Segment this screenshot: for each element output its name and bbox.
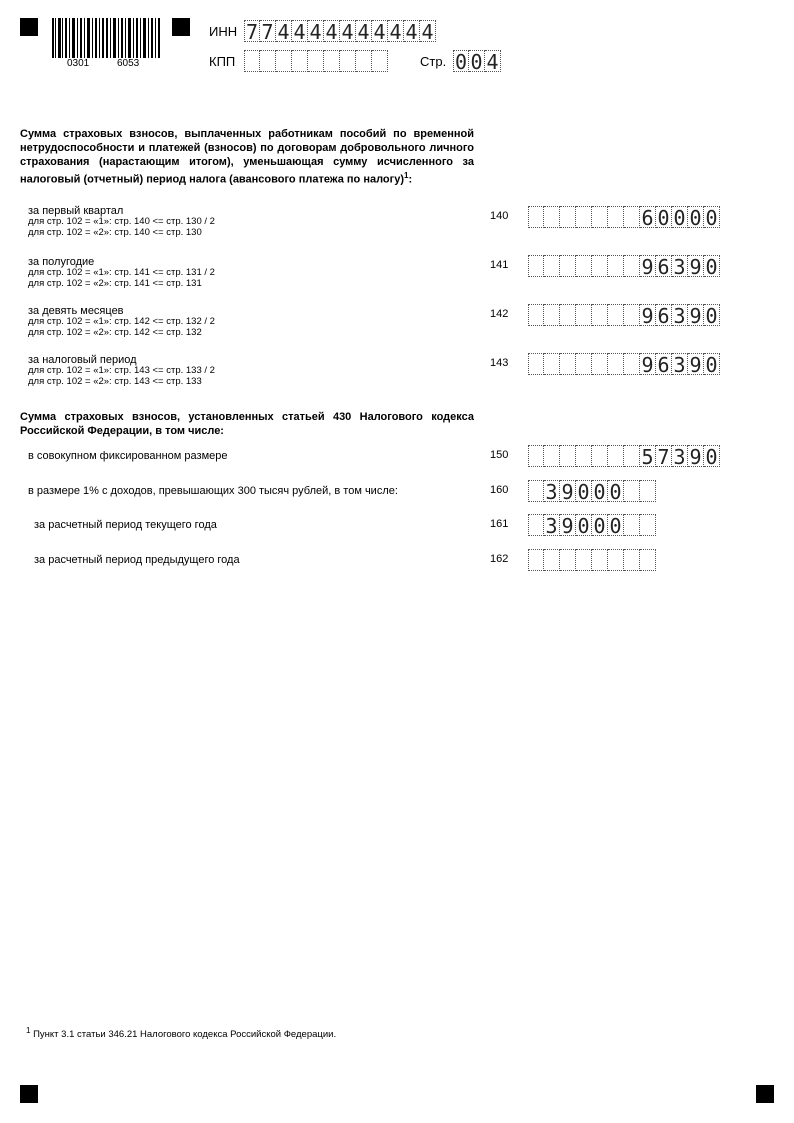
row-143-value-field-cell[interactable] [544,353,560,375]
row-162-value-field-cell[interactable] [608,549,624,571]
row-142-value-field-cell[interactable] [592,304,608,326]
row-142-code: 142 [490,308,509,320]
footnote [26,1026,336,1040]
row-143-value-field-cell[interactable]: 6 [656,353,672,375]
row-143-condition-1: для стр. 102 = «1»: стр. 143 <= стр. 133 / 2 [28,365,215,376]
section1-title-text: Сумма страховых взносов, выплаченных работникам пособий по временной нетрудоспособности и платежей (взносов) по договорам добровольного личного страхования (нарастающим итогом), уменьшающая сумму исчисленного за налоговый (отчетный) период налога (авансового платежа по налогу) [20,128,474,186]
row-150-value-field-cell[interactable]: 3 [672,445,688,467]
kpp-field-cell[interactable] [340,50,356,72]
row-140-code: 140 [490,210,509,222]
row-162-value-field-cell[interactable] [576,549,592,571]
inn-field-cell[interactable]: 4 [308,20,324,42]
row-150-value-field-cell[interactable] [544,445,560,467]
row-143-value-field-cell[interactable] [576,353,592,375]
row-140-value-field-cell[interactable]: 0 [688,206,704,228]
inn-field[interactable] [244,20,436,42]
row-142-value-field-cell[interactable]: 0 [704,304,720,326]
row-140-value-field-cell[interactable]: 0 [672,206,688,228]
row-142-value-field-cell[interactable]: 3 [672,304,688,326]
page-number-field-cell[interactable]: 0 [454,50,468,74]
section1-title-colon: : [408,173,413,186]
row-141-code: 141 [490,259,509,271]
row-162-value-field-cell[interactable] [544,549,560,571]
row-141-value-field-cell[interactable] [576,255,592,277]
row-140-value-field-cell[interactable] [624,206,640,228]
row-160-value-field-cell[interactable] [640,480,656,502]
row-141-value-field-cell[interactable] [544,255,560,277]
row-143-value-field-cell[interactable] [560,353,576,375]
row-140-label-block [28,205,215,238]
inn-field-cell[interactable]: 4 [404,20,420,42]
inn-field-cell[interactable]: 4 [292,20,308,42]
barcode-number-right: 6053 [117,58,140,69]
row-162-code: 162 [490,553,509,565]
row-143-value-field-cell[interactable] [592,353,608,375]
row-160-code: 160 [490,484,509,496]
row-141-label: за полугодие [28,256,95,268]
row-162-value-field-cell[interactable] [528,549,544,571]
row-160-value-field-cell[interactable] [528,480,544,502]
row-150-value-field-cell[interactable] [624,445,640,467]
row-160-label: в размере 1% с доходов, превышающих 300 тысяч рублей, в том числе: [28,485,398,497]
kpp-field-cell[interactable] [244,50,260,72]
row-162-value-field[interactable] [528,549,656,571]
row-140-value-field-cell[interactable] [576,206,592,228]
inn-label: ИНН [209,24,238,39]
row-161-value-field-cell[interactable]: 0 [592,514,608,536]
page-number-field[interactable] [453,50,501,72]
row-140-value-field[interactable] [528,206,720,228]
row-142-value-field-cell[interactable]: 9 [640,304,656,326]
row-141-value-field-cell[interactable] [528,255,544,277]
row-162-value-field-cell[interactable] [640,549,656,571]
row-150-value-field[interactable] [528,445,720,467]
row-142-value-field-cell[interactable] [576,304,592,326]
row-141-value-field-cell[interactable]: 3 [672,255,688,277]
row-140-condition-1: для стр. 102 = «1»: стр. 140 <= стр. 130 / 2 [28,216,215,227]
row-160-value-field-cell[interactable]: 0 [592,480,608,502]
row-142-value-field-cell[interactable] [560,304,576,326]
row-142-value-field-cell[interactable] [624,304,640,326]
kpp-field-cell[interactable] [324,50,340,72]
row-143-value-field-cell[interactable] [608,353,624,375]
inn-field-cell[interactable]: 4 [388,20,404,42]
row-150-value-field-cell[interactable]: 9 [688,445,704,467]
row-150-label: в совокупном фиксированном размере [28,450,228,462]
row-141-value-field-cell[interactable]: 9 [640,255,656,277]
row-143-value-field-cell[interactable]: 0 [704,353,720,375]
row-142-label: за девять месяцев [28,305,124,317]
row-150-code: 150 [490,449,509,461]
row-160-value-field-cell[interactable]: 3 [544,480,560,502]
row-161-value-field-cell[interactable]: 0 [576,514,592,536]
row-160-value-field[interactable] [528,480,656,502]
row-161-value-field-cell[interactable]: 9 [560,514,576,536]
row-160-value-field-cell[interactable]: 0 [608,480,624,502]
inn-field-cell[interactable]: 4 [340,20,356,42]
row-140-value-field-cell[interactable] [528,206,544,228]
page-number-field-cell[interactable]: 0 [469,50,485,72]
inn-field-cell[interactable]: 7 [245,20,259,44]
row-143-value-field-cell[interactable]: 9 [640,353,656,375]
row-141-value-field-cell[interactable]: 9 [688,255,704,277]
row-143-value-field-cell[interactable]: 3 [672,353,688,375]
section2-title: Сумма страховых взносов, установленных статьей 430 Налогового кодекса Российской Федерации, в том числе: [20,411,474,437]
row-161-code: 161 [490,518,509,530]
row-160-value-field-cell[interactable]: 0 [576,480,592,502]
kpp-label: КПП [209,54,236,69]
row-160-value-field-cell[interactable]: 9 [560,480,576,502]
row-141-value-field-cell[interactable] [624,255,640,277]
row-142-value-field-cell[interactable] [528,304,544,326]
row-141-condition-1: для стр. 102 = «1»: стр. 141 <= стр. 131 / 2 [28,267,215,278]
row-142-value-field-cell[interactable]: 6 [656,304,672,326]
row-161-value-field[interactable] [528,514,656,536]
row-141-value-field-cell[interactable] [560,255,576,277]
row-142-value-field-cell[interactable]: 9 [688,304,704,326]
row-162-value-field-cell[interactable] [624,549,640,571]
row-161-value-field-cell[interactable]: 0 [608,514,624,536]
inn-field-cell[interactable]: 4 [356,20,372,42]
row-141-value-field[interactable] [528,255,720,277]
page-number-field-cell[interactable]: 4 [485,50,501,72]
row-140-value-field-cell[interactable] [592,206,608,228]
row-140-value-field-cell[interactable] [608,206,624,228]
row-143-value-field-cell[interactable]: 9 [688,353,704,375]
row-142-value-field[interactable] [528,304,720,326]
inn-field-cell[interactable]: 4 [324,20,340,42]
row-150-value-field-cell[interactable] [560,445,576,467]
row-140-value-field-cell[interactable]: 0 [656,206,672,228]
section1-title [20,127,474,187]
kpp-field-cell[interactable] [276,50,292,72]
kpp-field-cell[interactable] [260,50,276,72]
kpp-field-cell[interactable] [292,50,308,72]
row-143-value-field[interactable] [528,353,720,375]
row-142-value-field-cell[interactable] [544,304,560,326]
row-162-value-field-cell[interactable] [560,549,576,571]
inn-field-cell[interactable]: 4 [276,20,292,42]
row-161-label: за расчетный период текущего года [34,519,217,531]
corner-marker-bottom-right [756,1085,774,1103]
row-143-value-field-cell[interactable] [624,353,640,375]
row-140-value-field-cell[interactable]: 6 [640,206,656,228]
row-140-label: за первый квартал [28,205,124,217]
row-140-value-field-cell[interactable]: 0 [704,206,720,228]
row-140-value-field-cell[interactable] [544,206,560,228]
footnote-marker: 1 [26,1026,31,1035]
inn-field-cell[interactable]: 4 [372,20,388,42]
row-161-value-field-cell[interactable] [624,514,640,536]
row-150-value-field-cell[interactable] [528,445,544,467]
row-161-value-field-cell[interactable]: 3 [544,514,560,536]
corner-marker-top-right [172,18,190,36]
row-162-label: за расчетный период предыдущего года [34,554,240,566]
barcode-image [52,18,160,58]
corner-marker-bottom-left [20,1085,38,1103]
row-142-value-field-cell[interactable] [608,304,624,326]
inn-field-cell[interactable]: 4 [420,20,436,42]
row-142-condition-2: для стр. 102 = «2»: стр. 142 <= стр. 132 [28,326,202,338]
row-150-value-field-cell[interactable] [608,445,624,467]
row-143-value-field-cell[interactable] [528,353,544,375]
row-142-label-block [28,305,215,338]
kpp-field-cell[interactable] [372,50,388,72]
row-140-condition-2: для стр. 102 = «2»: стр. 140 <= стр. 130 [28,226,202,238]
row-142-condition-1: для стр. 102 = «1»: стр. 142 <= стр. 132 / 2 [28,316,215,327]
section1-title-footnote-ref: 1 [404,171,409,180]
footnote-text: Пункт 3.1 статьи 346.21 Налогового кодекса Российской Федерации. [33,1029,337,1041]
row-150-value-field-cell[interactable]: 5 [640,445,656,467]
barcode-number-left: 0301 [67,58,90,69]
row-141-value-field-cell[interactable]: 0 [704,255,720,277]
row-141-label-block [28,256,215,289]
row-160-value-field-cell[interactable] [624,480,640,502]
row-141-value-field-cell[interactable] [592,255,608,277]
row-143-label: за налоговый период [28,354,137,366]
row-143-code: 143 [490,357,509,369]
row-161-value-field-cell[interactable] [640,514,656,536]
row-162-value-field-cell[interactable] [592,549,608,571]
row-141-value-field-cell[interactable]: 6 [656,255,672,277]
row-143-condition-2: для стр. 102 = «2»: стр. 143 <= стр. 133 [28,375,202,387]
row-150-value-field-cell[interactable] [576,445,592,467]
row-150-value-field-cell[interactable] [592,445,608,467]
row-141-condition-2: для стр. 102 = «2»: стр. 141 <= стр. 131 [28,277,202,289]
inn-field-cell[interactable]: 7 [260,20,276,42]
row-161-value-field-cell[interactable] [528,514,544,536]
kpp-field[interactable] [244,50,388,72]
row-140-value-field-cell[interactable] [560,206,576,228]
row-143-label-block [28,354,215,387]
row-150-value-field-cell[interactable]: 0 [704,445,720,467]
kpp-field-cell[interactable] [308,50,324,72]
page-label: Стр. [420,54,447,69]
row-150-value-field-cell[interactable]: 7 [656,445,672,467]
row-141-value-field-cell[interactable] [608,255,624,277]
kpp-field-cell[interactable] [356,50,372,72]
corner-marker-top-left [20,18,38,36]
